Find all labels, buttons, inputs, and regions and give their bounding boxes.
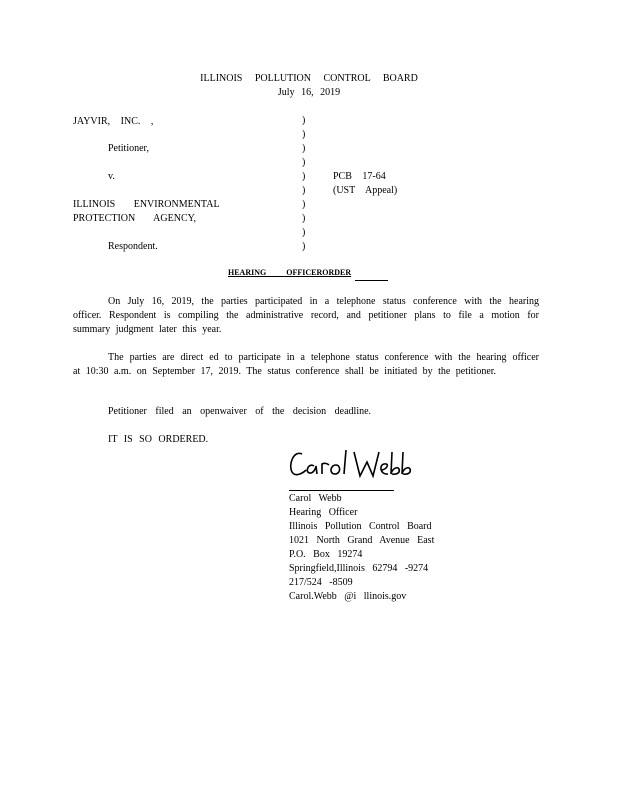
paragraph-status: On July 16, 2019, the parties participated in a telephone status conference with the hearing officer. Respondent is compiling the administrative record, and petitioner plans to file a motion for summary judgment later this year.	[73, 296, 539, 335]
paragraph-waiver: Petitioner filed an openwaiver of the decision deadline.	[108, 406, 372, 417]
phone-number: 217/524 -8509	[289, 577, 353, 588]
email-address[interactable]: Carol.Webb @i llinois.gov	[289, 591, 407, 602]
respondent-name-line2: PROTECTION AGENCY,	[73, 213, 197, 224]
case-type: (UST Appeal)	[333, 185, 398, 196]
order-title: HEARING OFFICERORDER	[228, 268, 352, 277]
signature-line	[289, 490, 394, 491]
board-name: ILLINOIS POLLUTION CONTROL BOARD	[200, 73, 418, 84]
versus-label: v.	[108, 171, 115, 182]
title-underline	[355, 280, 388, 281]
street-address: 1021 North Grand Avenue East	[289, 535, 435, 546]
signer-organization: Illinois Pollution Control Board	[289, 521, 432, 532]
paragraph-next-conference: The parties are direct ed to participate in a telephone status conference with the hearing officer at 10:30 a.m. on September 17, 2019. The status conference shall be initiated by the petitioner.	[73, 352, 539, 377]
petitioner-name: JAYVIR, INC. ,	[73, 116, 154, 127]
signer-name: Carol Webb	[289, 493, 342, 504]
order-date: July 16, 2019	[277, 87, 341, 98]
city-state-zip: Springfield,Illinois 62794 -9274	[289, 563, 429, 574]
signer-title: Hearing Officer	[289, 507, 358, 518]
respondent-name-line1: ILLINOIS ENVIRONMENTAL	[73, 199, 220, 210]
po-box: P.O. Box 19274	[289, 549, 363, 560]
case-number: PCB 17-64	[333, 171, 386, 182]
caption-parentheses: ) ) ) ) ) ) ) ) ) )	[302, 115, 306, 252]
handwritten-signature	[286, 444, 416, 484]
petitioner-role: Petitioner,	[108, 143, 149, 154]
respondent-role: Respondent.	[108, 241, 158, 252]
ordered-statement: IT IS SO ORDERED.	[108, 434, 209, 445]
